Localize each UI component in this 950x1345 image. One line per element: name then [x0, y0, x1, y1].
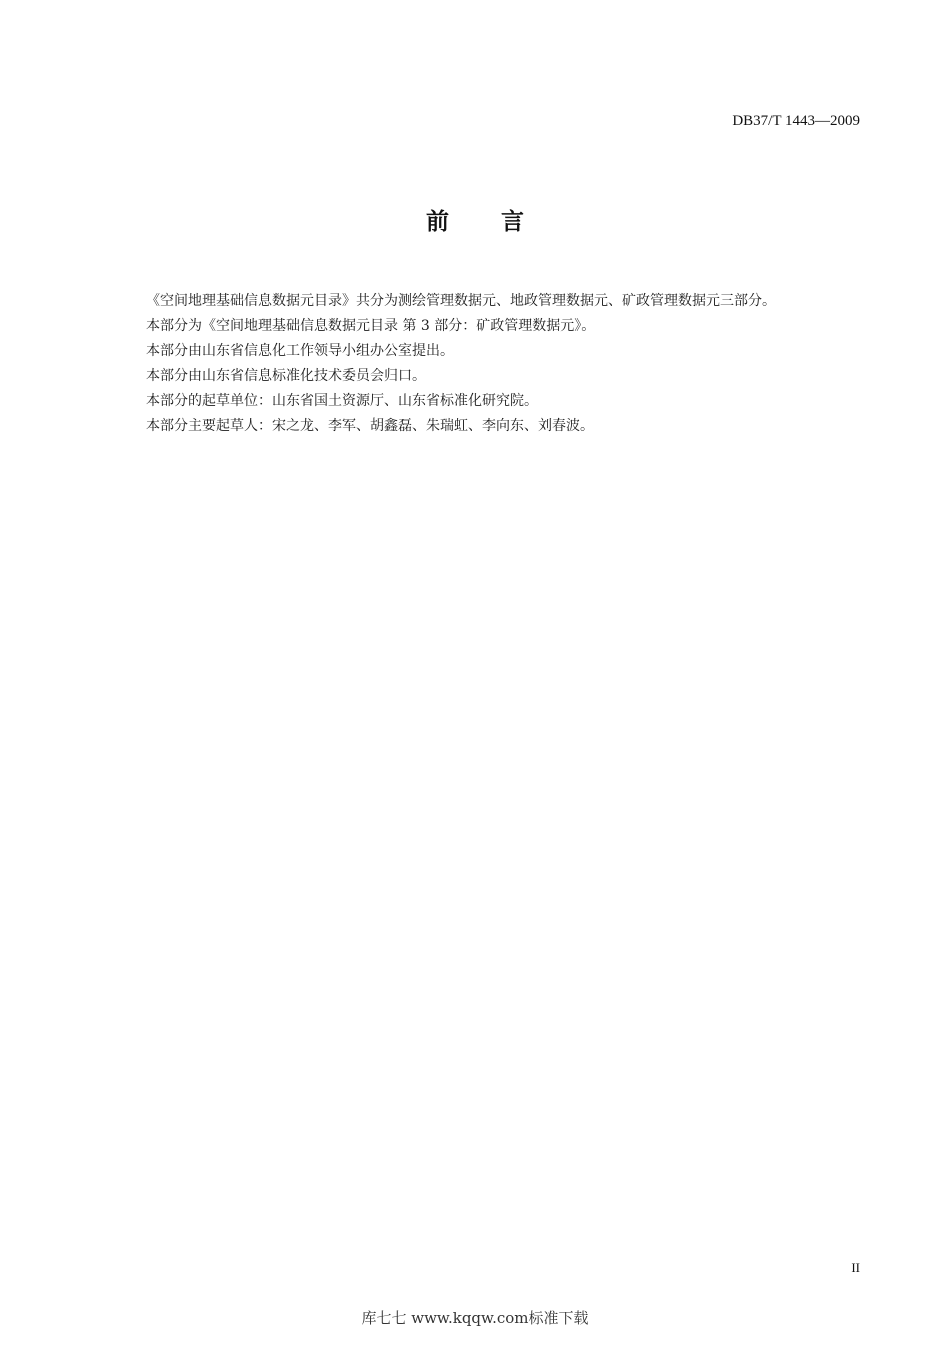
- paragraph-drafters: 本部分主要起草人：宋之龙、李军、胡鑫磊、朱瑞虹、李向东、刘春波。: [146, 418, 594, 434]
- page-title: [0, 203, 950, 236]
- title-char-2: 言: [501, 209, 524, 235]
- page-number: II: [851, 1260, 860, 1275]
- paragraph-proposer: 本部分由山东省信息化工作领导小组办公室提出。: [146, 343, 454, 359]
- paragraph-scope: 《空间地理基础信息数据元目录》共分为测绘管理数据元、地政管理数据元、矿政管理数据元三部分。: [146, 293, 776, 309]
- paragraph-committee: 本部分由山东省信息标准化技术委员会归口。: [146, 368, 426, 384]
- foreword-body: [113, 289, 861, 439]
- paragraph-drafting-units: 本部分的起草单位：山东省国土资源厅、山东省标准化研究院。: [146, 393, 538, 409]
- paragraph-part: 本部分为《空间地理基础信息数据元目录 第 3 部分：矿政管理数据元》。: [146, 318, 596, 334]
- standard-code: DB37/T 1443—2009: [732, 113, 860, 129]
- footer-watermark: 库七七 www.kqqw.com标准下载: [361, 1309, 589, 1327]
- title-char-1: 前: [426, 209, 449, 235]
